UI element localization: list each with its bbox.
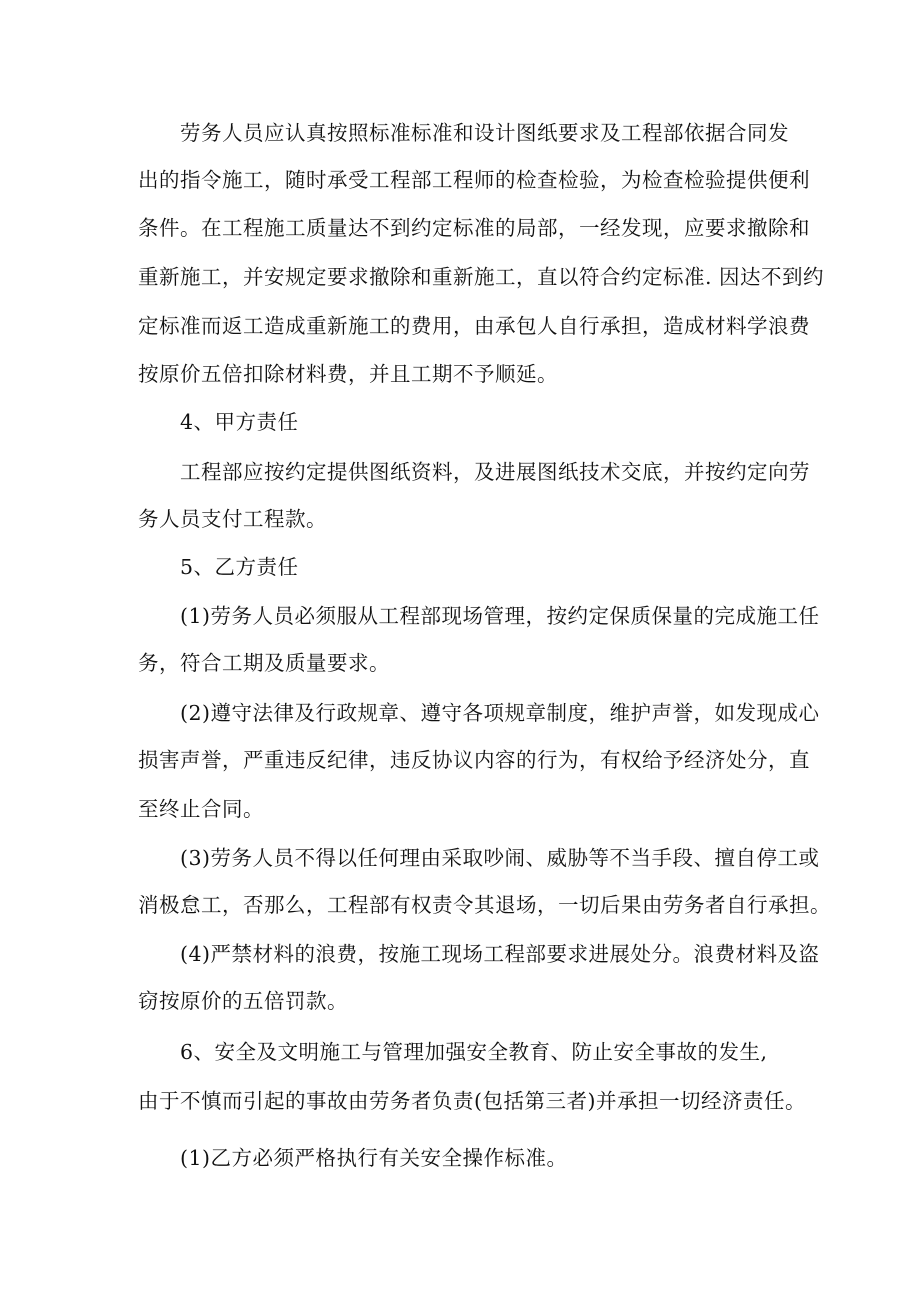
paragraph-line: 重新施工，并安规定要求撤除和重新施工，直以符合约定标准. 因达不到约 xyxy=(138,265,825,289)
paragraph-line: 出的指令施工，随时承受工程部工程师的检查检验，为检查检验提供便利 xyxy=(138,168,810,192)
section-heading: 4、甲方责任 xyxy=(180,410,299,434)
list-item-line: 至终止合同。 xyxy=(138,797,264,821)
section-heading: 5、乙方责任 xyxy=(180,555,299,579)
section-heading: 6、安全及文明施工与管理加强安全教育、防止安全事故的发生, xyxy=(180,1040,768,1064)
paragraph-line: 劳务人员应认真按照标准标准和设计图纸要求及工程部依据合同发 xyxy=(180,121,789,145)
list-item-line: (1)乙方必须严格执行有关安全操作标准。 xyxy=(180,1146,568,1170)
paragraph-line: 务人员支付工程款。 xyxy=(138,507,327,531)
paragraph-line: 工程部应按约定提供图纸资料，及进展图纸技术交底，并按约定向劳 xyxy=(180,460,810,484)
list-item-line: (4)严禁材料的浪费，按施工现场工程部要求进展处分。浪费材料及盗 xyxy=(180,942,820,966)
paragraph-line: 条件。在工程施工质量达不到约定标准的局部，一经发现，应要求撤除和 xyxy=(138,216,810,240)
list-item-line: 窃按原价的五倍罚款。 xyxy=(138,989,348,1013)
list-item-line: (1)劳务人员必须服从工程部现场管理，按约定保质保量的完成施工任 xyxy=(180,604,820,628)
list-item-line: 损害声誉，严重违反纪律，违反协议内容的行为，有权给予经济处分，直 xyxy=(138,748,810,772)
list-item-line: 消极怠工，否那么，工程部有权责令其退场，一切后果由劳务者自行承担。 xyxy=(138,893,831,917)
list-item-line: (3)劳务人员不得以任何理由采取吵闹、威胁等不当手段、擅自停工或 xyxy=(180,846,820,870)
list-item-line: (2)遵守法律及行政规章、遵守各项规章制度，维护声誉，如发现成心 xyxy=(180,701,820,725)
paragraph-line: 由于不慎而引起的事故由劳务者负责(包括第三者)并承担一切经济责任。 xyxy=(138,1089,806,1113)
paragraph-line: 按原价五倍扣除材料费，并且工期不予顺延。 xyxy=(138,362,558,386)
paragraph-line: 定标准而返工造成重新施工的费用，由承包人自行承担，造成材料学浪费 xyxy=(138,314,810,338)
list-item-line: 务，符合工期及质量要求。 xyxy=(138,651,390,675)
